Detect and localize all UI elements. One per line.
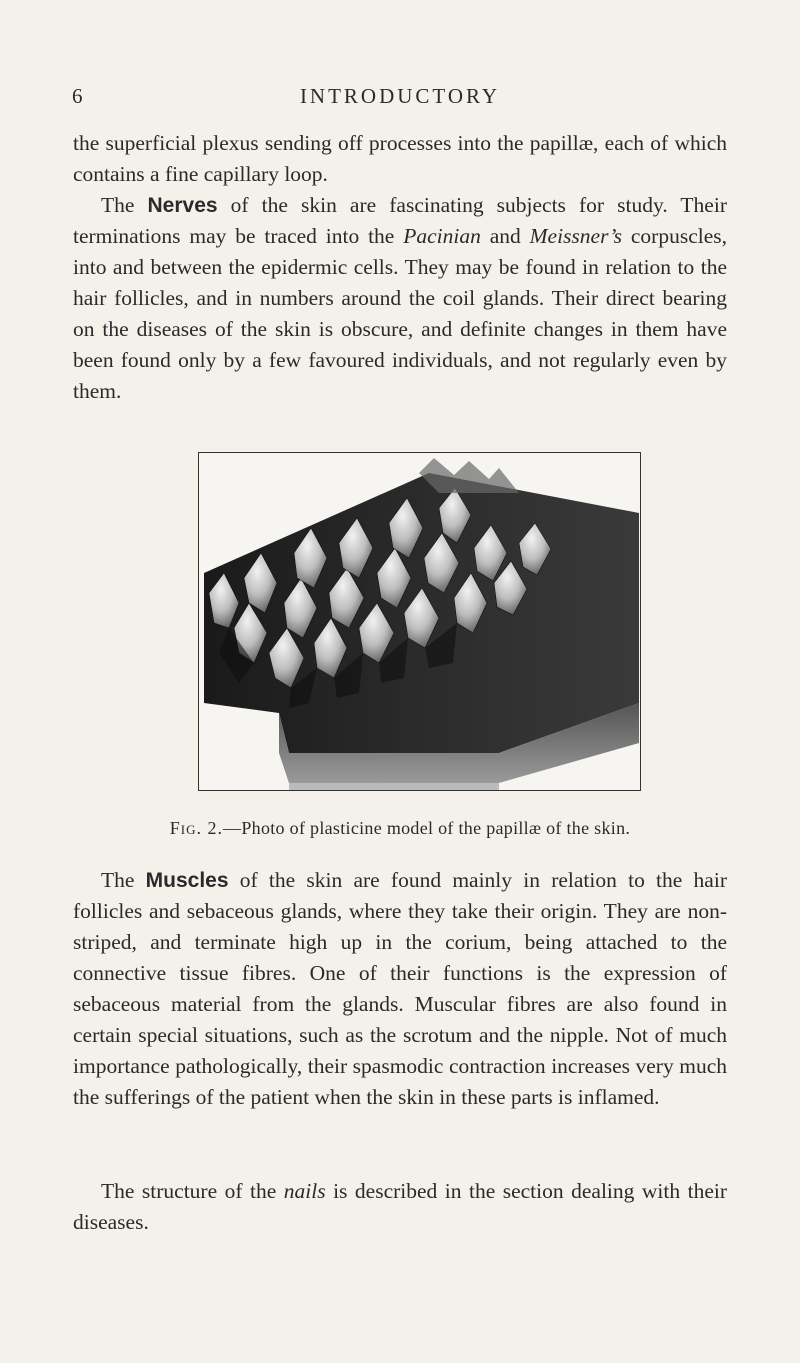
paragraph-muscles: [73, 865, 727, 1113]
figure-caption-text: —Photo of plasticine model of the papillæ of the skin.: [223, 818, 631, 838]
papillae-model-photo: [199, 453, 640, 790]
figure-caption: [0, 818, 800, 839]
paragraph-capillary: [73, 128, 727, 190]
figure-photo-papillae: [198, 452, 641, 791]
figure-label: Fig. 2.: [169, 818, 224, 838]
page-header: [72, 84, 728, 114]
italic-nails: nails: [283, 1179, 326, 1203]
italic-pacinian: Pacinian: [403, 224, 481, 248]
paragraph-nerves: [73, 190, 727, 407]
paragraph-text: corpuscles, into and between the epidermic cells. They may be found in relation to the hair follicles, and in numbers around the coil glands. Their direct bearing on the diseases of the skin is obscure, and definite changes in them have been found only by a few favoured individuals, and not regularly even by them.: [73, 224, 728, 403]
heading-muscles: Muscles: [145, 869, 229, 892]
italic-meissners: Meissner’s: [529, 224, 623, 248]
paragraph-text: of the skin are fascinating subjects for study. Their terminations may be traced into the: [73, 193, 727, 248]
paragraph-nails: [73, 1176, 727, 1238]
paragraph-text: is described in the section dealing with their diseases.: [73, 1179, 727, 1234]
paragraph-text: of the skin are found mainly in relation to the hair follicles and sebaceous glands, where they take their origin. They are non-striped, and terminate high up in the corium, being attached to the connective tissue fibres. One of their functions is the expression of sebaceous material from the glands. Muscular fibres are also found in certain special situations, such as the scrotum and the nipple. Not of much importance pathologically, their spasmodic contraction increases very much the sufferings of the patient when the skin in these parts is inflamed.: [73, 868, 727, 1109]
paragraph-text: the superficial plexus sending off processes into the papillæ, each of which contains a fine capillary loop.: [73, 131, 727, 186]
paragraph-text: The structure of the: [101, 1179, 284, 1203]
heading-nerves: Nerves: [147, 194, 218, 217]
running-head: INTRODUCTORY: [299, 84, 501, 108]
paragraph-lead: The: [101, 868, 146, 892]
paragraph-text: and: [480, 224, 530, 248]
paragraph-lead: The: [101, 193, 148, 217]
page-number: 6: [72, 84, 84, 108]
